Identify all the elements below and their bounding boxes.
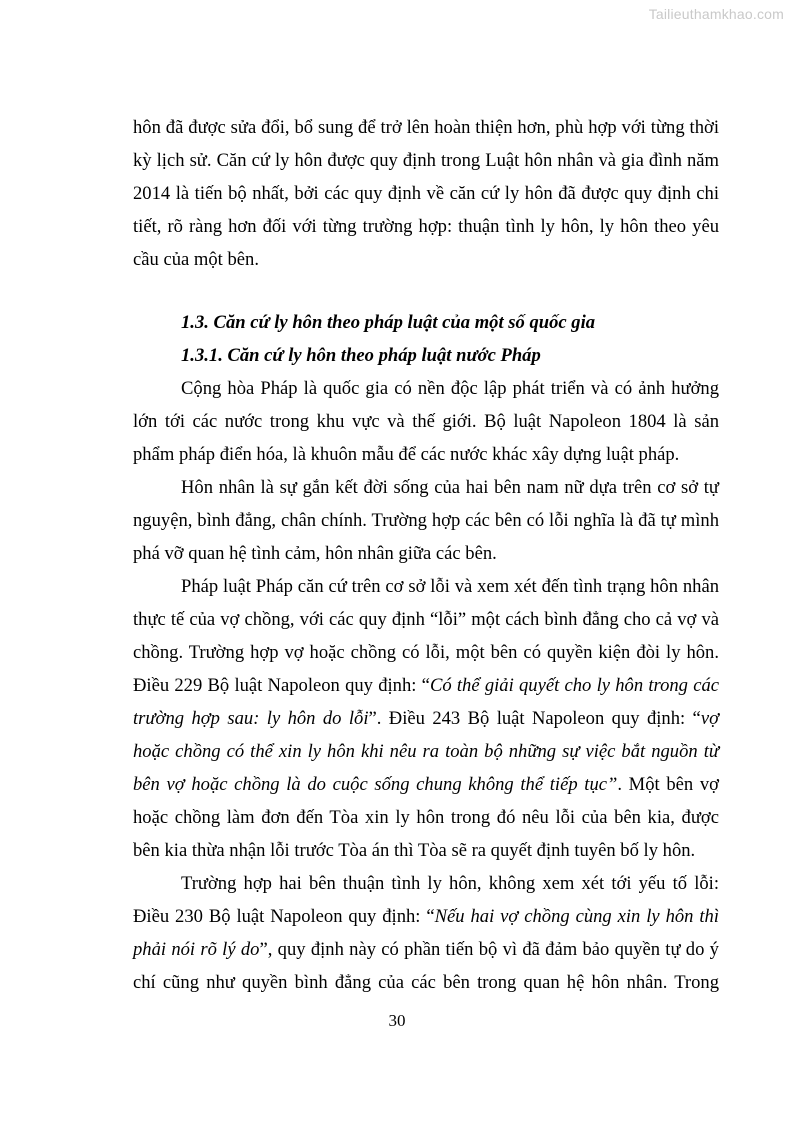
paragraph-line [133, 735, 719, 768]
paragraph-line: Cộng hòa Pháp là quốc gia có nền độc lập phát triển và có ảnh hưởng [181, 378, 719, 399]
paragraph-line: kỳ lịch sử. Căn cứ ly hôn được quy định trong Luật hôn nhân và gia đình năm [133, 150, 719, 171]
paragraph-line [133, 933, 719, 966]
paragraph-line: chí cũng như quyền bình đẳng của các bên trong quan hệ hôn nhân. Trong [133, 972, 719, 993]
quote-text: trường hợp sau: ly hôn do lỗi [133, 708, 369, 729]
paragraph-line: tiết, rõ ràng hơn đối với từng trường hợp: thuận tình ly hôn, ly hôn theo yêu [133, 216, 719, 237]
paragraph-line: phá vỡ quan hệ tình cảm, hôn nhân giữa các bên. [133, 543, 497, 564]
text-run: ”. Điều 243 Bộ luật Napoleon quy định: “ [368, 708, 701, 729]
paragraph-line: lớn tới các nước trong khu vực và thế giới. Bộ luật Napoleon 1804 là sản [133, 411, 719, 432]
subsection-heading: 1.3.1. Căn cứ ly hôn theo pháp luật nước Pháp [181, 345, 541, 366]
watermark: Tailieuthamkhao.com [648, 6, 784, 22]
text-run: Điều 229 Bộ luật Napoleon quy định: “ [133, 675, 430, 696]
quote-text: Nếu hai vợ chồng cùng xin ly hôn thì [434, 906, 720, 927]
paragraph-line [133, 669, 719, 702]
paragraph-line: nguyện, bình đẳng, chân chính. Trường hợp các bên có lỗi nghĩa là đã tự mình [133, 510, 719, 531]
paragraph-line: Pháp luật Pháp căn cứ trên cơ sở lỗi và xem xét đến tình trạng hôn nhân [181, 576, 719, 597]
section-heading: 1.3. Căn cứ ly hôn theo pháp luật của một số quốc gia [181, 312, 596, 333]
paragraph-line [133, 900, 719, 933]
paragraph-line: chồng. Trường hợp vợ hoặc chồng có lỗi, một bên có quyền kiện đòi ly hôn. [133, 642, 719, 663]
text-run: ”, quy định này có phần tiến bộ vì đã đảm bảo quyền tự do ý [259, 939, 719, 960]
paragraph-line: hôn đã được sửa đổi, bổ sung để trở lên hoàn thiện hơn, phù hợp với từng thời [133, 117, 719, 138]
paragraph-line: Trường hợp hai bên thuận tình ly hôn, không xem xét tới yếu tố lỗi: [181, 873, 719, 894]
quote-text: phải nói rõ lý do [133, 939, 260, 960]
text-run: Điều 230 Bộ luật Napoleon quy định: “ [133, 906, 435, 927]
paragraph-line: phẩm pháp điển hóa, là khuôn mẫu để các nước khác xây dựng luật pháp. [133, 444, 680, 465]
page-number: 30 [388, 1011, 406, 1030]
paragraph-line: thực tế của vợ chồng, với các quy định “lỗi” một cách bình đẳng cho cả vợ và [133, 609, 719, 630]
paragraph-line [133, 768, 719, 801]
quote-text: bên vợ hoặc chồng là do cuộc sống chung không thể tiếp tục” [133, 774, 618, 795]
paragraph-line [133, 702, 719, 735]
quote-text: Có thể giải quyết cho ly hôn trong các [429, 675, 719, 696]
quote-text: vợ [700, 708, 719, 729]
quote-text: hoặc chồng có thể xin ly hôn khi nêu ra toàn bộ những sự việc bắt nguồn từ [133, 741, 719, 762]
paragraph-line: bên kia thừa nhận lỗi trước Tòa án thì Tòa sẽ ra quyết định tuyên bố ly hôn. [133, 840, 696, 861]
paragraph-line: hoặc chồng làm đơn đến Tòa xin ly hôn trong đó nêu lỗi của bên kia, được [133, 807, 719, 828]
paragraph-line: Hôn nhân là sự gắn kết đời sống của hai bên nam nữ dựa trên cơ sở tự [181, 477, 719, 498]
paragraph-line: cầu của một bên. [133, 249, 259, 270]
paragraph-line: 2014 là tiến bộ nhất, bởi các quy định về căn cứ ly hôn đã được quy định chi [133, 183, 719, 204]
page-body [133, 111, 719, 999]
text-run: . Một bên vợ [617, 774, 719, 795]
